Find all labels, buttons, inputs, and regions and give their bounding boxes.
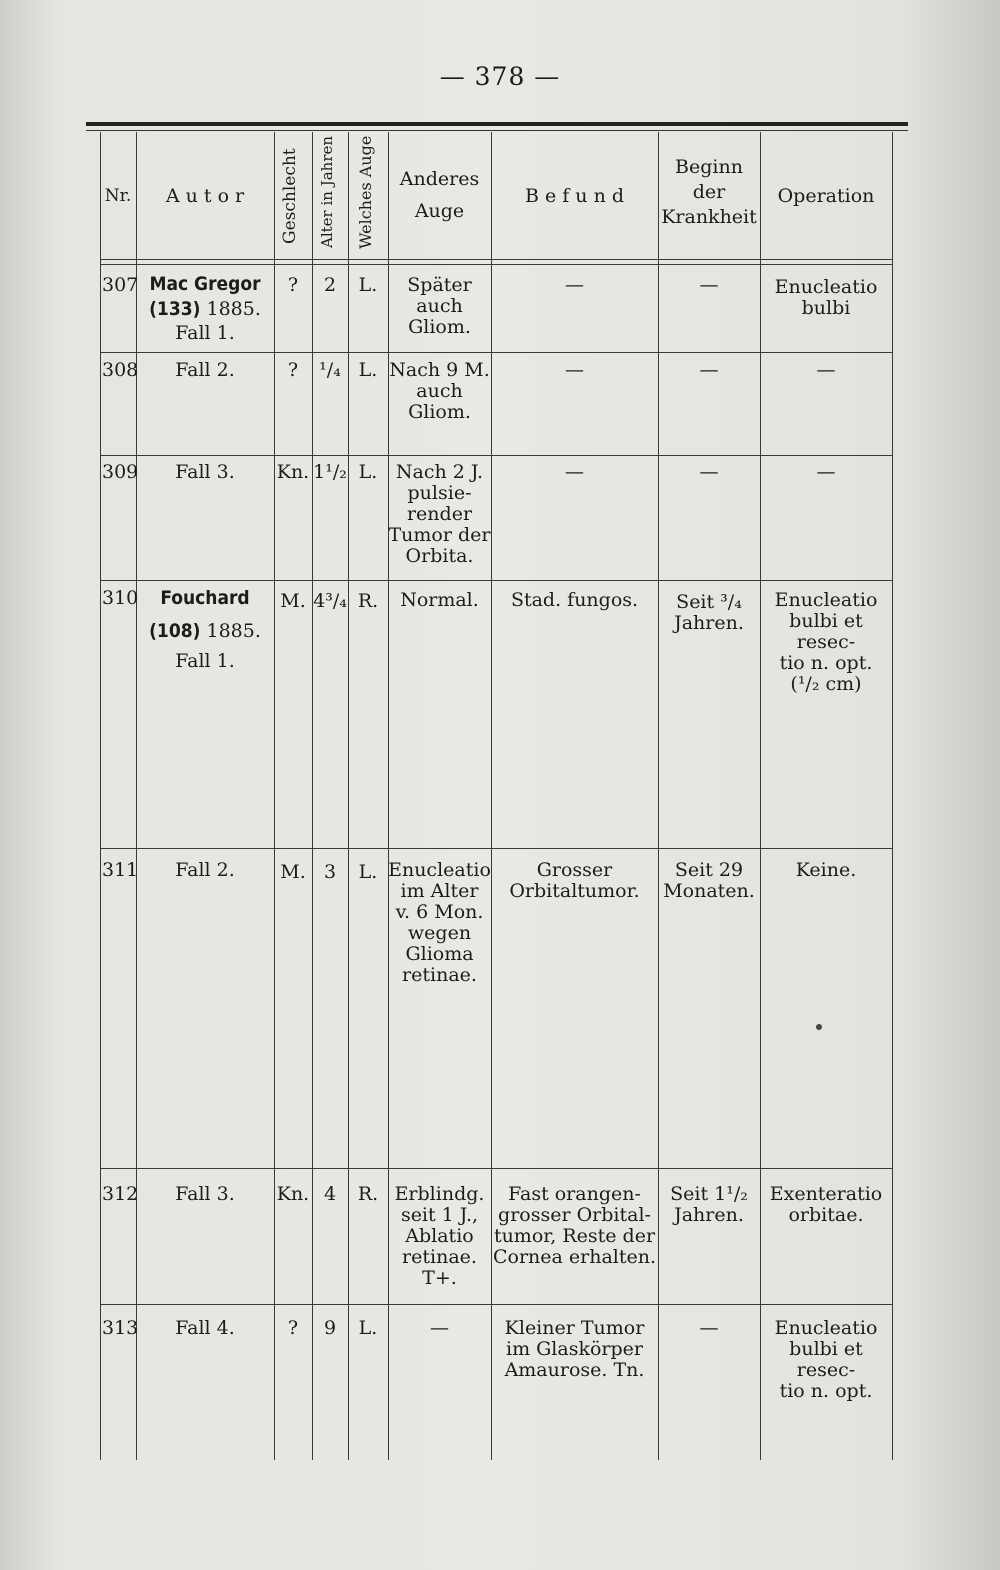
row-nr: 311 [102, 859, 139, 881]
row-rule [100, 848, 892, 849]
operation: Exenteratio orbitae. [769, 1183, 883, 1226]
row-nr: 307 [102, 274, 139, 296]
sex: M. [280, 861, 306, 883]
row-rule [100, 1304, 892, 1305]
eye: R. [357, 1183, 379, 1205]
operation: — [816, 359, 836, 381]
sex: Kn. [276, 461, 310, 483]
eye: L. [358, 861, 378, 883]
finding: Fast orangen- grosser Orbital- tumor, Reste der Cornea erhalten. [492, 1183, 657, 1268]
row-nr: 310 [102, 587, 139, 609]
row-rule [100, 352, 892, 353]
onset: — [699, 1317, 719, 1339]
col-line [100, 132, 101, 1460]
age: 4³/₄ [313, 590, 347, 612]
row-nr: 313 [102, 1317, 139, 1339]
case-label: Fall 3. [175, 1183, 235, 1205]
other-eye: Enucleatio im Alter v. 6 Mon. wegen Glioma retinae. [388, 859, 491, 986]
col-line [312, 132, 313, 1460]
other-eye: Später auch Gliom. [407, 274, 472, 338]
header-rule [100, 264, 892, 265]
finding: — [565, 461, 584, 483]
header-beginn: Beginn der Krankheit [661, 156, 757, 228]
finding: Stad. fungos. [510, 589, 639, 611]
other-eye: — [430, 1317, 449, 1339]
other-eye: Nach 9 M. auch Gliom. [389, 359, 490, 423]
sex: M. [280, 590, 306, 612]
operation: Enucleatio bulbi [774, 276, 878, 319]
row-nr: 308 [102, 359, 139, 381]
finding: Grosser Orbitaltumor. [509, 859, 640, 902]
sex: ? [287, 1317, 299, 1339]
operation: Enucleatio bulbi et resec- tio n. opt. (¹/₂ cm) [774, 589, 878, 695]
author-name: Mac Gregor [149, 273, 261, 295]
row-nr: 309 [102, 461, 139, 483]
onset: — [699, 274, 719, 296]
onset: — [699, 461, 719, 483]
ref-number: (108) [149, 620, 201, 642]
header-nr: Nr. [104, 186, 132, 206]
age: 4 [323, 1183, 337, 1205]
case-label: Fall 1. [175, 322, 235, 344]
header-befund: B e f u n d [524, 185, 625, 207]
onset: Seit 1¹/₂ Jahren. [670, 1183, 748, 1226]
col-line [760, 132, 761, 1460]
header-operation: Operation [777, 185, 875, 207]
page-number: — 378 — [439, 62, 561, 91]
header-geschlecht: Geschlecht [280, 148, 300, 244]
header-alter: Alter in Jahren [318, 135, 336, 249]
ink-speck [816, 1024, 822, 1030]
row-nr: 312 [102, 1183, 139, 1205]
finding: — [565, 274, 584, 296]
age: 3 [323, 861, 337, 883]
onset: Seit 29 Monaten. [663, 859, 755, 902]
col-line [658, 132, 659, 1460]
sex: Kn. [276, 1183, 310, 1205]
ref-number: (133) [149, 298, 201, 320]
header-autor: A u t o r [165, 185, 245, 207]
eye: L. [358, 274, 378, 296]
col-line [892, 132, 893, 1460]
finding: — [565, 359, 584, 381]
eye: L. [358, 1317, 378, 1339]
row-rule [100, 455, 892, 456]
case-label: Fall 4. [175, 1317, 235, 1339]
sex: ? [287, 274, 299, 296]
table-top-rule-thin [86, 130, 908, 131]
row-rule [100, 1168, 892, 1169]
ref-year: 1885. [200, 620, 261, 642]
age: 2 [323, 274, 337, 296]
col-line [348, 132, 349, 1460]
ref-year: 1885. [200, 298, 261, 320]
eye: R. [357, 590, 379, 612]
sex: ? [287, 359, 299, 381]
onset: — [699, 359, 719, 381]
header-auge: Welches Auge [356, 135, 375, 249]
age: ¹/₄ [319, 359, 341, 381]
header-anderes-auge: Anderes Auge [399, 168, 480, 222]
age: 9 [323, 1317, 337, 1339]
table-top-rule [86, 122, 908, 126]
eye: L. [358, 461, 378, 483]
header-rule [100, 259, 892, 260]
eye: L. [358, 359, 378, 381]
author-name: Fouchard [160, 587, 250, 609]
operation: Enucleatio bulbi et resec- tio n. opt. [774, 1317, 878, 1402]
other-eye: Nach 2 J. pulsie- render Tumor der Orbita. [388, 461, 491, 567]
other-eye: Erblindg. seit 1 J., Ablatio retinae. T+. [394, 1183, 485, 1289]
case-label: Fall 3. [175, 461, 235, 483]
author-ref [136, 621, 274, 642]
finding: Kleiner Tumor im Glaskörper Amaurose. Tn. [504, 1317, 645, 1381]
row-rule [100, 580, 892, 581]
case-label: Fall 1. [175, 650, 235, 672]
operation: — [816, 461, 836, 483]
age: 1¹/₂ [313, 461, 347, 483]
case-label: Fall 2. [175, 359, 235, 381]
case-label: Fall 2. [175, 859, 235, 881]
operation: Keine. [795, 859, 857, 881]
author-ref [136, 299, 274, 320]
onset: Seit ³/₄ Jahren. [674, 591, 744, 634]
col-line [274, 132, 275, 1460]
other-eye: Normal. [400, 589, 479, 611]
